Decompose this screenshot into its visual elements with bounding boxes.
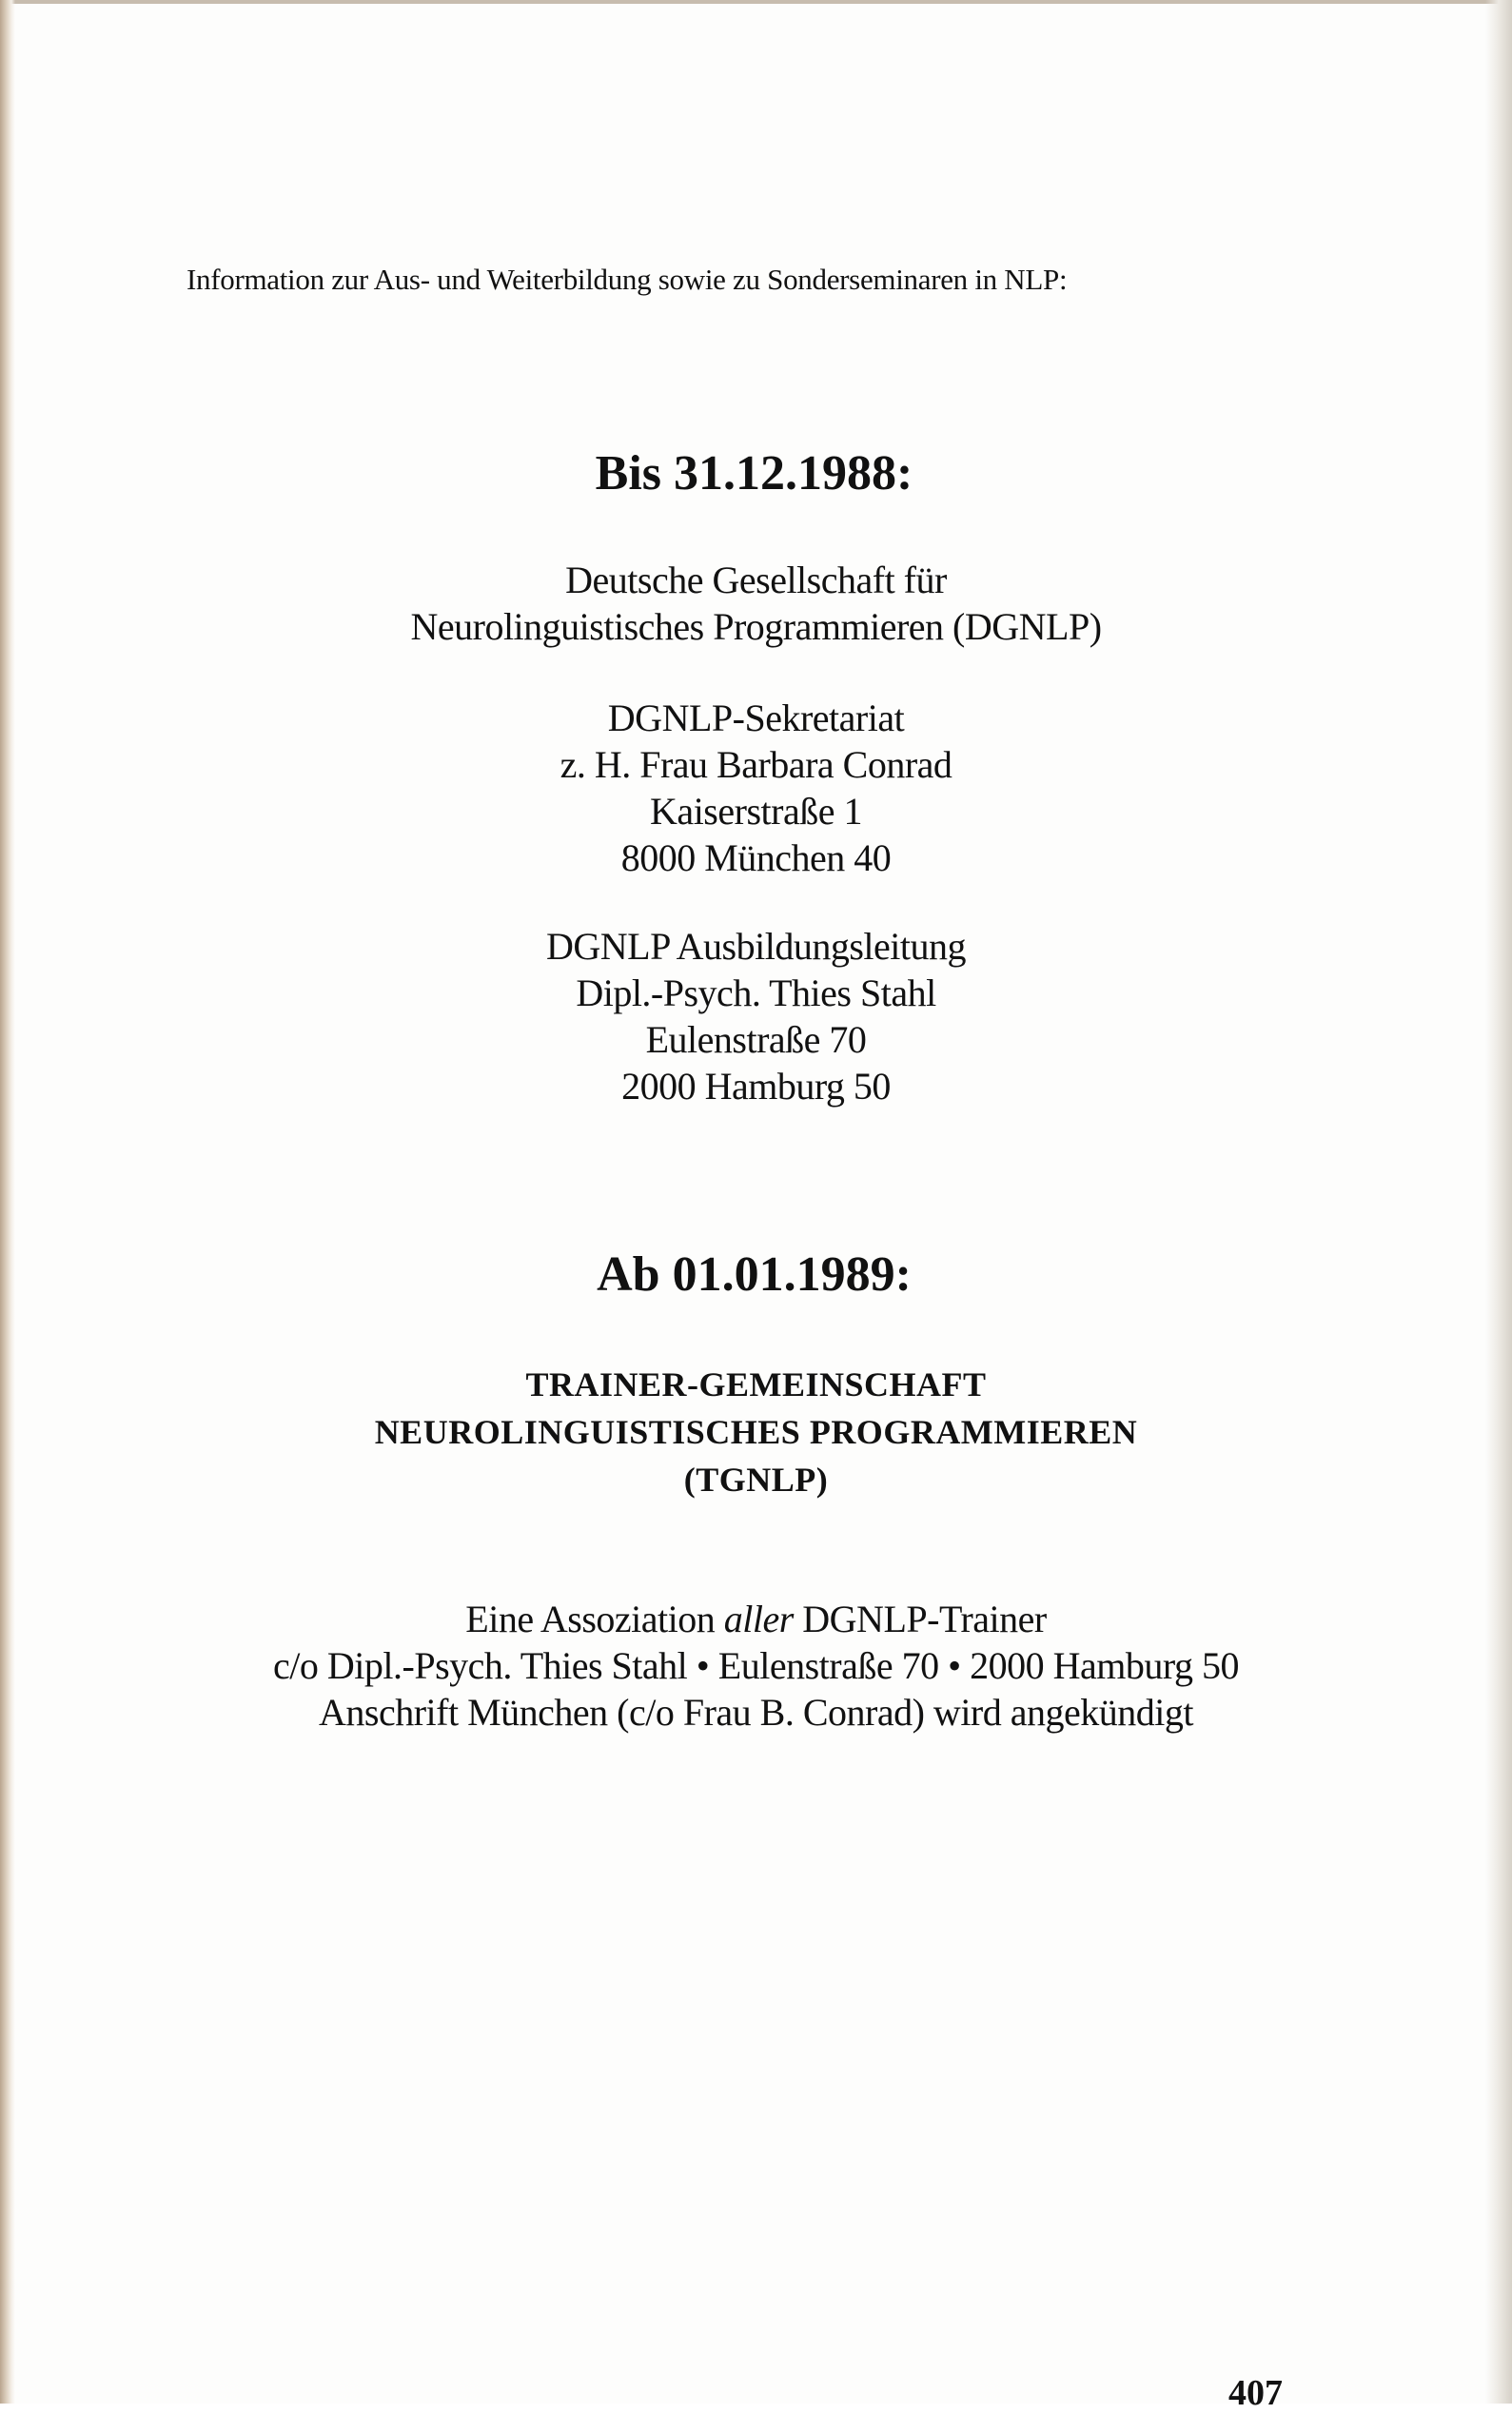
assoziation-block bbox=[0, 1596, 1512, 1736]
heading-from-1989: Ab 01.01.1989: bbox=[597, 1247, 912, 1302]
address-line: 8000 München 40 bbox=[620, 836, 892, 879]
address-line: 2000 Hamburg 50 bbox=[621, 1065, 891, 1108]
organization-line: Neurolinguistisches Programmieren (DGNLP) bbox=[410, 605, 1102, 648]
intro-text: Information zur Aus- und Weiterbildung sowie zu Sonderseminaren in NLP: bbox=[187, 263, 1068, 296]
address-line: Kaiserstraße 1 bbox=[650, 790, 862, 833]
ausbildungsleitung-address bbox=[0, 923, 1512, 1109]
assoziation-emphasis: aller bbox=[723, 1598, 794, 1640]
organization-line: TRAINER-GEMEINSCHAFT bbox=[525, 1365, 987, 1403]
page-number: 407 bbox=[1228, 2373, 1283, 2413]
address-line: DGNLP Ausbildungsleitung bbox=[546, 925, 966, 968]
contact-address-line: c/o Dipl.-Psych. Thies Stahl • Eulenstraße 70 • 2000 Hamburg 50 bbox=[273, 1644, 1239, 1687]
address-line: DGNLP-Sekretariat bbox=[607, 697, 905, 739]
heading-until-1988: Bis 31.12.1988: bbox=[595, 446, 913, 500]
sekretariat-address bbox=[0, 695, 1512, 881]
address-line: Dipl.-Psych. Thies Stahl bbox=[576, 971, 936, 1014]
assoziation-line bbox=[0, 1596, 1512, 1642]
tgnlp-organization bbox=[0, 1361, 1512, 1503]
assoziation-prefix: Eine Assoziation bbox=[465, 1598, 724, 1640]
address-line: z. H. Frau Barbara Conrad bbox=[560, 743, 952, 786]
dgnlp-organization bbox=[0, 557, 1512, 650]
page-top-edge bbox=[0, 0, 1512, 4]
announcement-line: Anschrift München (c/o Frau B. Conrad) wird angekündigt bbox=[319, 1691, 1193, 1734]
organization-line: Deutsche Gesellschaft für bbox=[565, 559, 947, 601]
page-binding-edge bbox=[0, 0, 15, 2404]
address-line: Eulenstraße 70 bbox=[645, 1018, 867, 1061]
assoziation-suffix: DGNLP-Trainer bbox=[793, 1598, 1047, 1640]
organization-line: (TGNLP) bbox=[683, 1461, 829, 1499]
page-right-edge bbox=[1485, 0, 1512, 2404]
organization-line: NEUROLINGUISTISCHES PROGRAMMIEREN bbox=[374, 1413, 1138, 1451]
